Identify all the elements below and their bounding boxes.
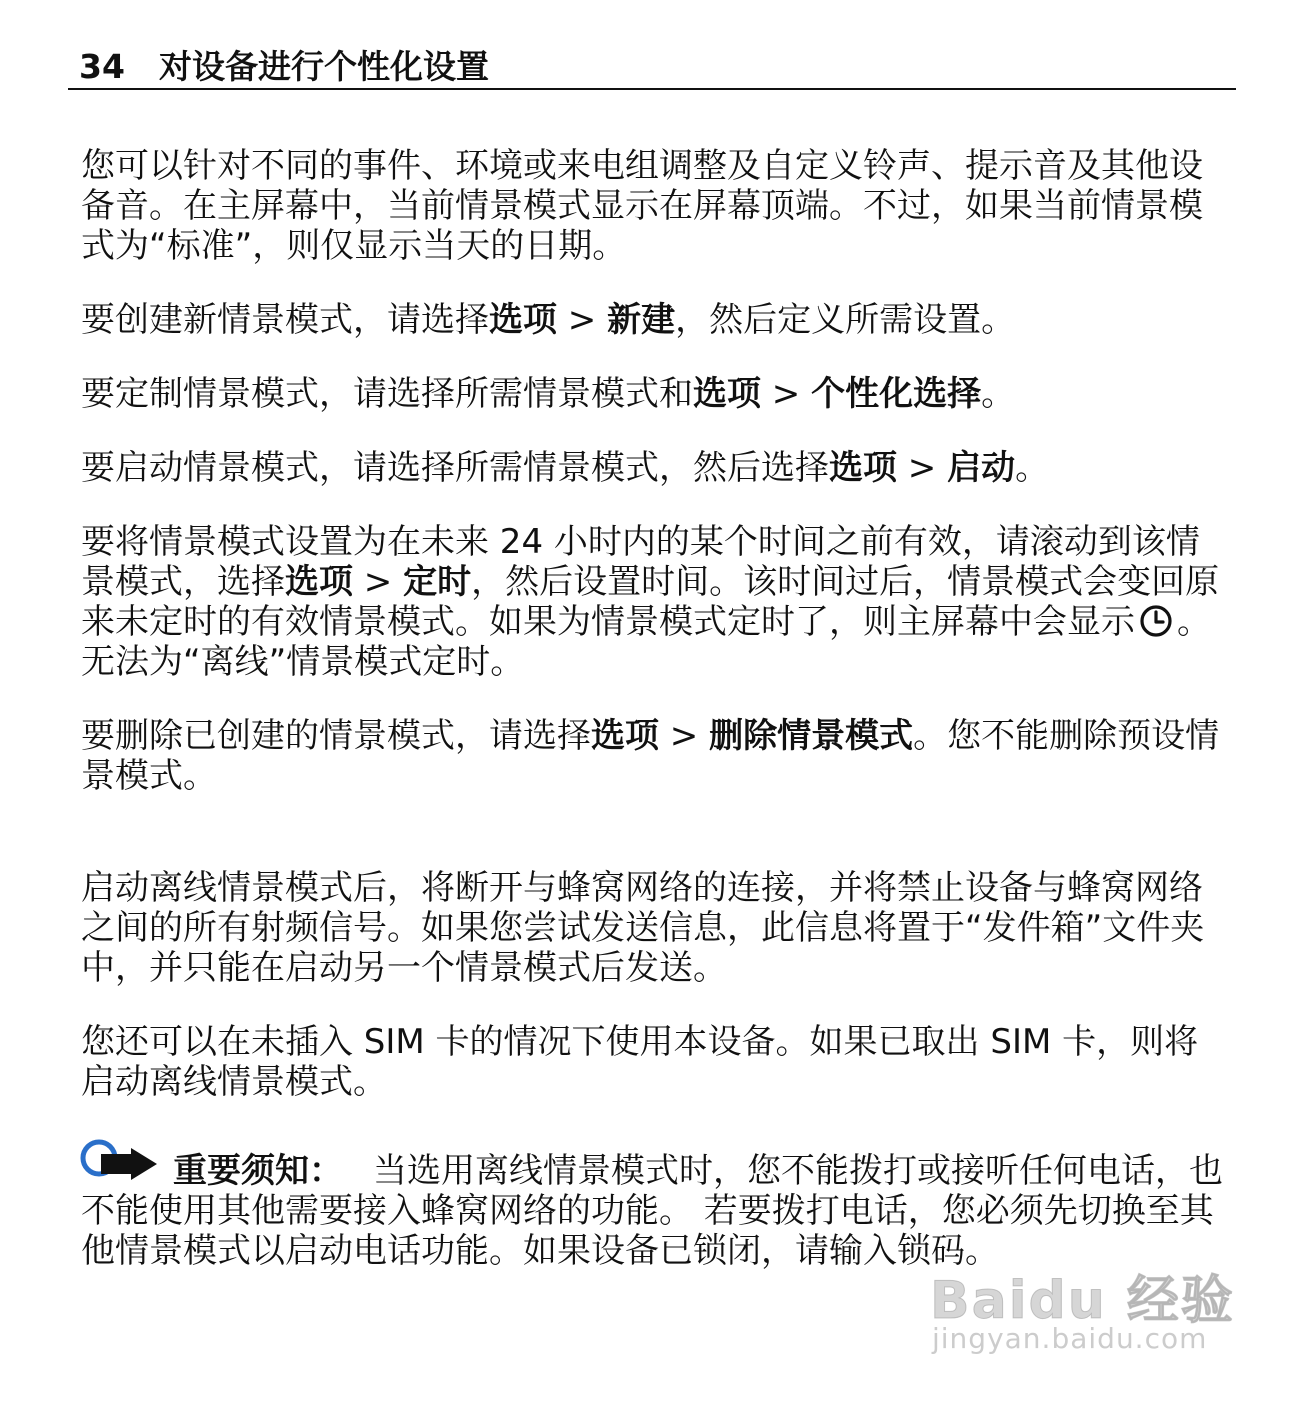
- menu-activate: 启动: [947, 448, 1016, 488]
- notice-label: 重要须知：: [173, 1151, 343, 1191]
- notice-text: 当选用离线情景模式时，您不能拨打或接听任何电话，也不能使用其他需要接入蜂窝网络的功能。 若要拨打电话，您必须先切换至其他情景模式以启动电话功能。如果设备已锁闭，请输入锁码。: [81, 1151, 1223, 1271]
- menu-options: 选项: [693, 374, 761, 414]
- important-notice: [81, 1136, 1227, 1271]
- notice-pointer-icon: [79, 1136, 161, 1186]
- watermark-brand: Baidu 经验: [930, 1271, 1235, 1331]
- menu-personalize: 个性化选择: [811, 374, 982, 414]
- watermark-url: jingyan.baidu.com: [932, 1322, 1208, 1355]
- paragraph-create-profile: 要创建新情景模式，请选择选项 > 新建，然后定义所需设置。: [81, 300, 1016, 340]
- paragraph-customize-profile: 要定制情景模式，请选择所需情景模式和选项 > 个性化选择。: [81, 374, 1016, 414]
- menu-delete-profile: 删除情景模式: [709, 716, 914, 756]
- menu-options: 选项: [591, 716, 659, 756]
- menu-options: 选项: [829, 448, 897, 488]
- paragraph-activate-profile: 要启动情景模式，请选择所需情景模式，然后选择选项 > 启动。: [81, 448, 1050, 488]
- page-number: 34: [79, 47, 125, 86]
- menu-options: 选项: [489, 300, 557, 340]
- chapter-title: 对设备进行个性化设置: [159, 47, 489, 86]
- menu-timed: 定时: [403, 562, 472, 602]
- paragraph-offline-profile: 启动离线情景模式后，将断开与蜂窝网络的连接，并将禁止设备与蜂窝网络之间的所有射频信号。如果您尝试发送信息，此信息将置于“发件箱”文件夹中，并只能在启动另一个情景模式后发送。: [81, 868, 1205, 988]
- paragraph-no-sim: 您还可以在未插入 SIM 卡的情况下使用本设备。如果已取出 SIM 卡，则将启动离线情景模式。: [81, 1022, 1199, 1102]
- menu-options: 选项: [285, 562, 353, 602]
- paragraph-timed-profile: 要将情景模式设置为在未来 24 小时内的某个时间之前有效，请滚动到该情景模式，选择选项 > 定时，然后设置时间。该时间过后，情景模式会变回原来未定时的有效情景模式。如果为情景模式定时了，则主屏幕中会显示 。无法为“离线”情景模式定时。: [81, 522, 1220, 682]
- page-header: [68, 46, 1236, 90]
- page-body: [81, 146, 1227, 1305]
- clock-icon: [1139, 604, 1173, 638]
- paragraph-delete-profile: 要删除已创建的情景模式，请选择选项 > 删除情景模式。您不能删除预设情景模式。: [81, 716, 1220, 796]
- menu-new: 新建: [607, 300, 676, 340]
- paragraph-intro: 您可以针对不同的事件、环境或来电组调整及自定义铃声、提示音及其他设备音。在主屏幕中，当前情景模式显示在屏幕顶端。不过，如果当前情景模式为“标准”，则仅显示当天的日期。: [81, 146, 1203, 266]
